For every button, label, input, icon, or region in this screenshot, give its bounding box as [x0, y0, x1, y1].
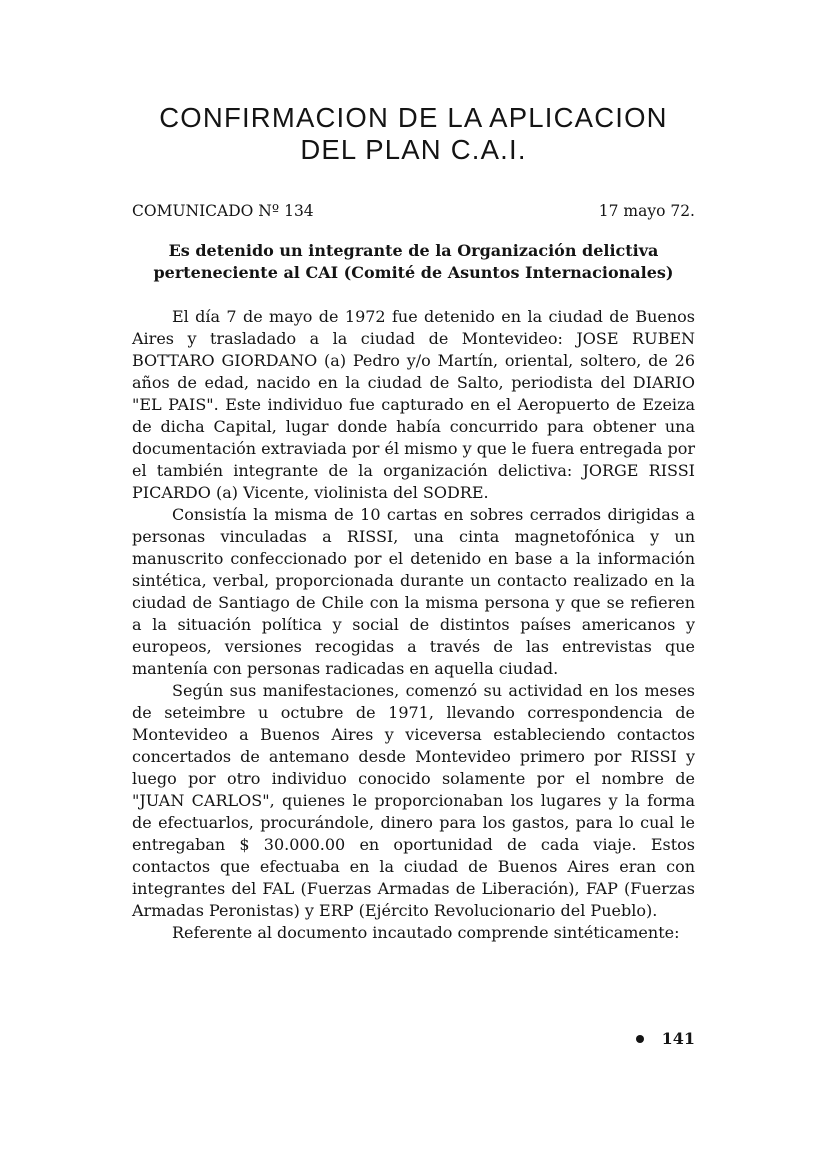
paragraph: Según sus manifestaciones, comenzó su actividad en los meses de seteimbre u octubre de 1971, llevando correspondencia de Montevideo a Buenos Aires y viceversa estableciendo contactos concertados de antemano desde Montevideo primero por RISSI y luego por otro individuo conocido solamente por el nombre de "JUAN CARLOS", quienes le proporcionaban los lugares y la forma de efectuarlos, procurándole, dinero para los gastos, para lo cual le entregaban $ 30.000.00 en oportunidad de cada viaje. Estos contactos que efectuaba en la ciudad de Buenos Aires eran con integrantes del FAL (Fuerzas Armadas de Liberación), FAP (Fuerzas Armadas Peronistas) y ERP (Ejército Revolucionario del Pueblo). — [132, 681, 695, 920]
body-text — [132, 306, 695, 944]
page-footer — [636, 1029, 695, 1048]
communique-header — [132, 200, 695, 222]
paragraph: Referente al documento incautado comprende sintéticamente: — [172, 923, 680, 942]
headline: Es detenido un integrante de la Organización delictiva perteneciente al CAI (Comité de Asuntos Internacionales) — [153, 241, 674, 282]
document-page — [132, 102, 695, 944]
page-number: 141 — [661, 1029, 695, 1048]
communique-date: 17 mayo 72. — [598, 202, 695, 220]
paragraph: Consistía la misma de 10 cartas en sobres cerrados dirigidas a personas vinculadas a RISSI, una cinta magnetofónica y un manuscrito confeccionado por el detenido en base a la información sintética, verbal, proporcionada durante un contacto realizado en la ciudad de Santiago de Chile con la misma persona y que se refieren a la situación política y social de distintos países americanos y europeos, versiones recogidas a través de las entrevistas que mantenía con personas radicadas en aquella ciudad. — [132, 505, 695, 678]
title-line-2: DEL PLAN C.A.I. — [300, 134, 527, 165]
bullet-icon — [636, 1035, 644, 1043]
title-line-1: CONFIRMACION DE LA APLICACION — [159, 102, 668, 133]
paragraph: El día 7 de mayo de 1972 fue detenido en la ciudad de Buenos Aires y trasladado a la ciudad de Montevideo: JOSE RUBEN BOTTARO GIORDANO (a) Pedro y/o Martín, oriental, soltero, de 26 años de edad, nacido en la ciudad de Salto, periodista del DIARIO "EL PAIS". Este individuo fue capturado en el Aeropuerto de Ezeiza de dicha Capital, lugar donde había concurrido para obtener una documentación extraviada por él mismo y que le fuera entregada por el también integrante de la organización delictiva: JORGE RISSI PICARDO (a) Vicente, violinista del SODRE. — [132, 307, 695, 502]
communique-number: COMUNICADO Nº 134 — [132, 202, 314, 220]
document-title — [132, 102, 695, 166]
